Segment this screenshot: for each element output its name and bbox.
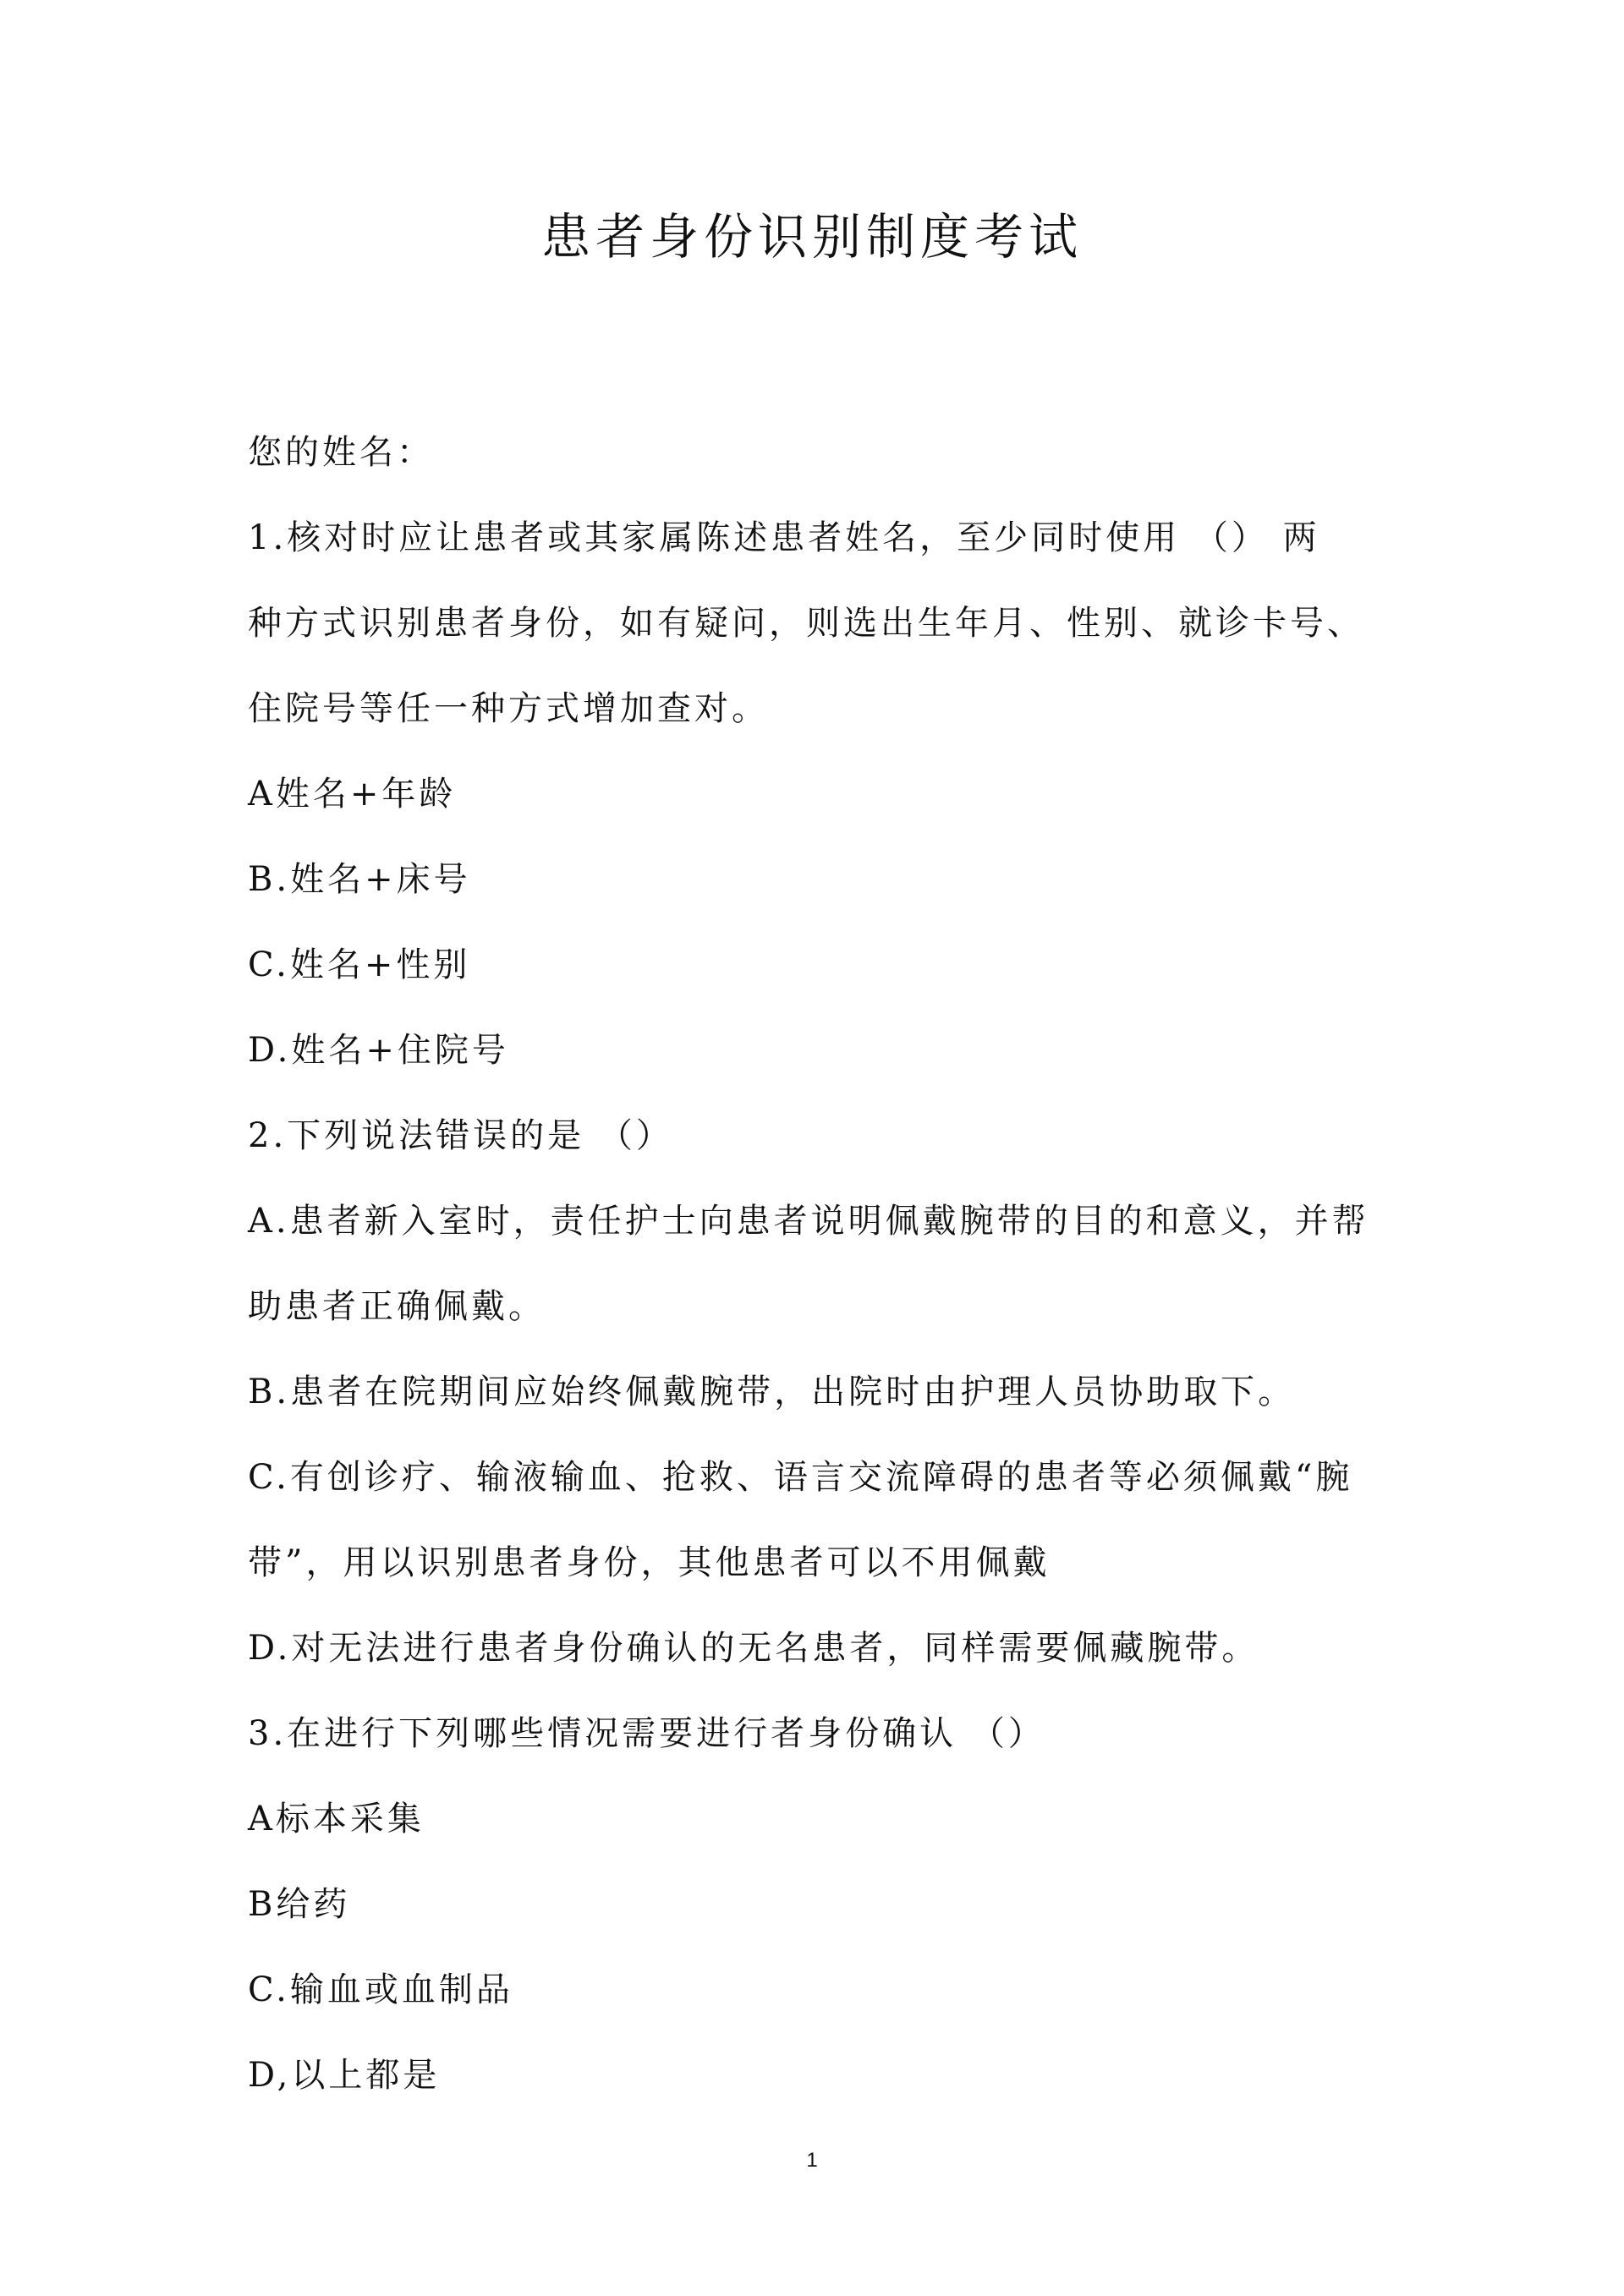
question-3-option-d: D,以上都是 (248, 2056, 441, 2095)
name-label: 您的姓名： (248, 433, 434, 472)
question-2-option-c-line-2: 带”，用以识别患者身份，其他患者可以不用佩戴 (248, 1543, 1051, 1582)
question-2-option-a-line-1: A.患者新入室时，责任护士向患者说明佩戴腕带的目的和意义，并帮 (248, 1202, 1369, 1241)
question-1-option-b: B.姓名+床号 (248, 860, 471, 899)
exam-body (248, 410, 1415, 2118)
question-2-option-c-line-1: C.有创诊疗、输液输血、抢救、语言交流障碍的患者等必须佩戴“腕 (248, 1458, 1353, 1497)
question-3-option-c: C.输血或血制品 (248, 1970, 513, 2009)
question-2-option-b: B.患者在院期间应始终佩戴腕带，出院时由护理人员协助取下。 (248, 1373, 1296, 1411)
question-1-option-c: C.姓名+性别 (248, 945, 471, 984)
question-1-option-d: D.姓名+住院号 (248, 1031, 509, 1070)
question-1-line-2: 种方式识别患者身份，如有疑问，则选出生年月、性别、就诊卡号、 (248, 604, 1364, 643)
question-3-option-a: A标本采集 (248, 1800, 425, 1838)
page-title: 患者身份识别制度考试 (540, 208, 1083, 266)
page-number: 1 (806, 2149, 818, 2172)
question-1-line-1: 1.核对时应让患者或其家属陈述患者姓名，至少同时使用 （） 两 (248, 518, 1320, 557)
question-1-option-a: A姓名+年龄 (248, 775, 457, 814)
question-2-line-1: 2.下列说法错误的是 （） (248, 1116, 673, 1155)
question-1-line-3: 住院号等任一种方式增加查对。 (248, 689, 769, 728)
question-3-option-b: B给药 (248, 1885, 351, 1924)
question-2-option-a-line-2: 助患者正确佩戴。 (248, 1287, 546, 1326)
question-2-option-d: D.对无法进行患者身份确认的无名患者，同样需要佩藏腕带。 (248, 1629, 1259, 1668)
question-3-line-1: 3.在进行下列哪些情况需要进行者身份确认 （） (248, 1714, 1045, 1753)
